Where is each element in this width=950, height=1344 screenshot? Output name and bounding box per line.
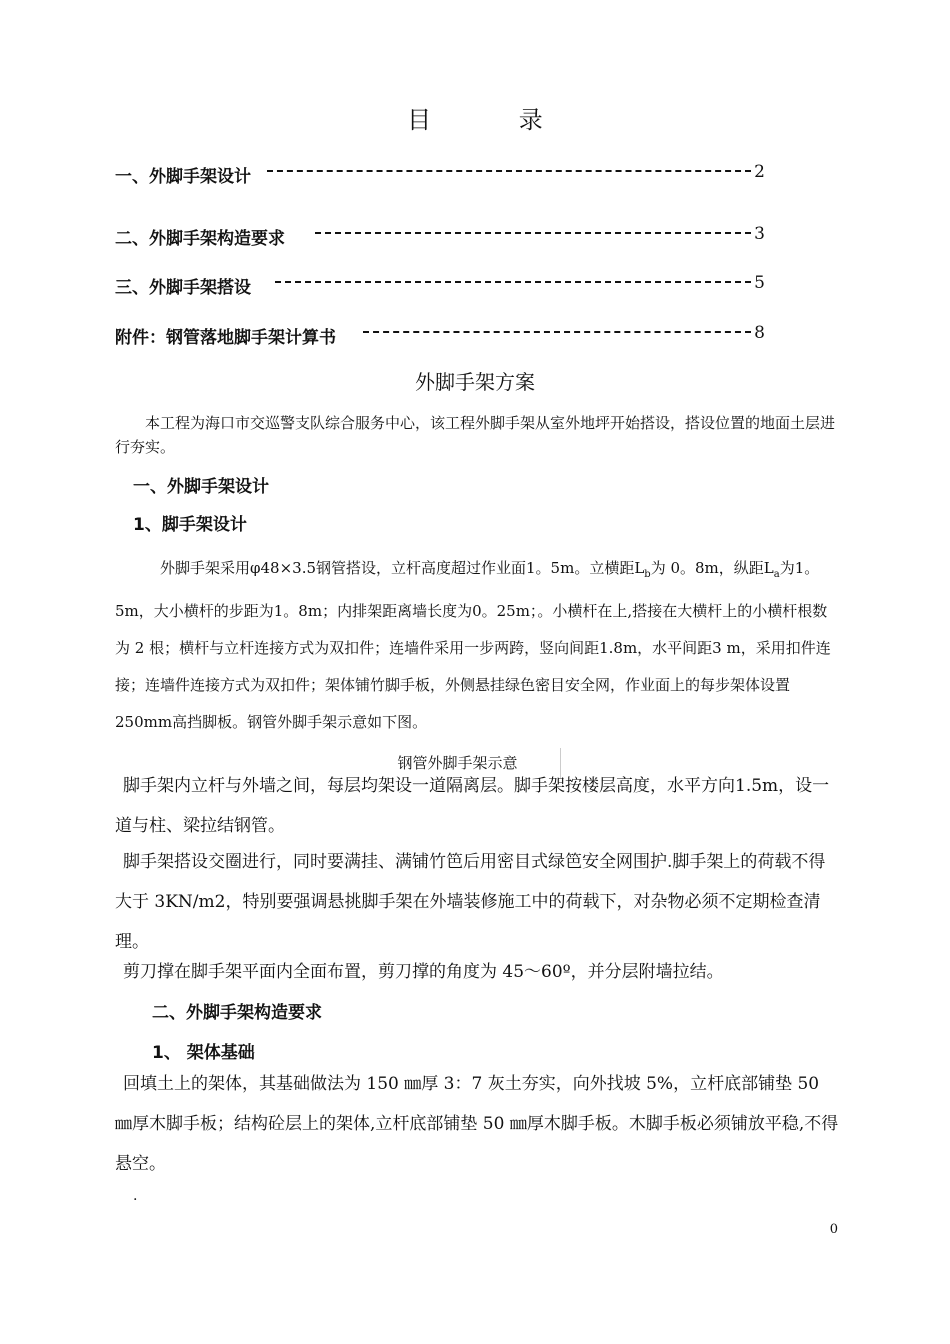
toc-leader xyxy=(267,170,751,172)
toc-entry-page: 2 xyxy=(754,162,765,182)
design-text-b: 为 0。8m，纵距L xyxy=(650,559,774,577)
stray-dot: . xyxy=(133,1188,138,1204)
subsection-heading: 1、 架体基础 xyxy=(152,1043,255,1063)
subsection-heading: 1、脚手架设计 xyxy=(133,515,247,535)
section-heading: 一、外脚手架设计 xyxy=(133,477,269,497)
design-text-c: 为1。5m，大小横杆的步距为1。8m；内排架距离墙长度为0。25m；。小横杆在上,搭接在大横杆上的小横杆根数为 2 根；横杆与立杆连接方式为双扣件；连墙件采用一步两跨，竖向间距1.8m，水平间距3 m，采用扣件连接；连墙件连接方式为双扣件；架体铺竹脚手板，外侧悬挂绿色密目安全网，作业面上的每步架体设置250mm高挡脚板。钢管外脚手架示意如下图。 xyxy=(115,559,831,731)
toc-entry[interactable] xyxy=(115,271,765,301)
toc-entry[interactable] xyxy=(115,321,765,351)
toc-leader xyxy=(315,232,751,234)
subscript-a: a xyxy=(773,569,780,580)
toc-entry[interactable] xyxy=(115,160,765,190)
toc-leader xyxy=(363,331,751,333)
toc-entry-label: 二、外脚手架构造要求 xyxy=(115,229,285,249)
isolation-paragraph: 脚手架内立杆与外墙之间，每层均架设一道隔离层。脚手架按楼层高度，水平方向1.5m，设一道与柱、梁拉结钢管。 xyxy=(115,776,830,836)
document-title: 外脚手架方案 xyxy=(415,370,535,394)
toc-leader xyxy=(275,281,751,283)
brace-paragraph: 剪刀撑在脚手架平面内全面布置，剪刀撑的角度为 45～60º，并分层附墙拉结。 xyxy=(123,962,724,982)
toc-title: 目 录 xyxy=(407,106,583,134)
design-text-a: 外脚手架采用φ48×3.5钢管搭设，立杆高度超过作业面1。5m。立横距L xyxy=(160,559,645,577)
toc-entry-label: 一、外脚手架设计 xyxy=(115,167,251,187)
figure-caption: 钢管外脚手架示意 xyxy=(355,748,561,778)
page-number: 0 xyxy=(829,1222,838,1237)
toc-entry[interactable] xyxy=(115,222,765,252)
toc-entry-page: 5 xyxy=(754,273,765,293)
toc-entry-page: 8 xyxy=(754,323,765,343)
foundation-paragraph: 回填土上的架体，其基础做法为 150 ㎜厚 3：7 灰土夯实，向外找坡 5%，立杆底部铺垫 50 ㎜厚木脚手板；结构砼层上的架体,立杆底部铺垫 50 ㎜厚木脚手板。木脚手板必须铺放平稳,不得悬空。 xyxy=(115,1074,839,1174)
section-heading: 二、外脚手架构造要求 xyxy=(152,1003,322,1023)
toc-entry-page: 3 xyxy=(754,224,765,244)
toc-entry-label: 三、外脚手架搭设 xyxy=(115,278,251,298)
intro-paragraph: 本工程为海口市交巡警支队综合服务中心，该工程外脚手架从室外地坪开始搭设，搭设位置的地面土层进行夯实。 xyxy=(115,414,836,456)
load-paragraph: 脚手架搭设交圈进行，同时要满挂、满铺竹笆后用密目式绿笆安全网围护.脚手架上的荷载不得大于 3KN/m2，特别要强调悬挑脚手架在外墙装修施工中的荷载下，对杂物必须不定期检查清理。 xyxy=(115,852,826,952)
subscript-b: b xyxy=(644,569,651,580)
toc-entry-label: 附件：钢管落地脚手架计算书 xyxy=(115,328,336,348)
design-paragraph xyxy=(115,550,840,741)
